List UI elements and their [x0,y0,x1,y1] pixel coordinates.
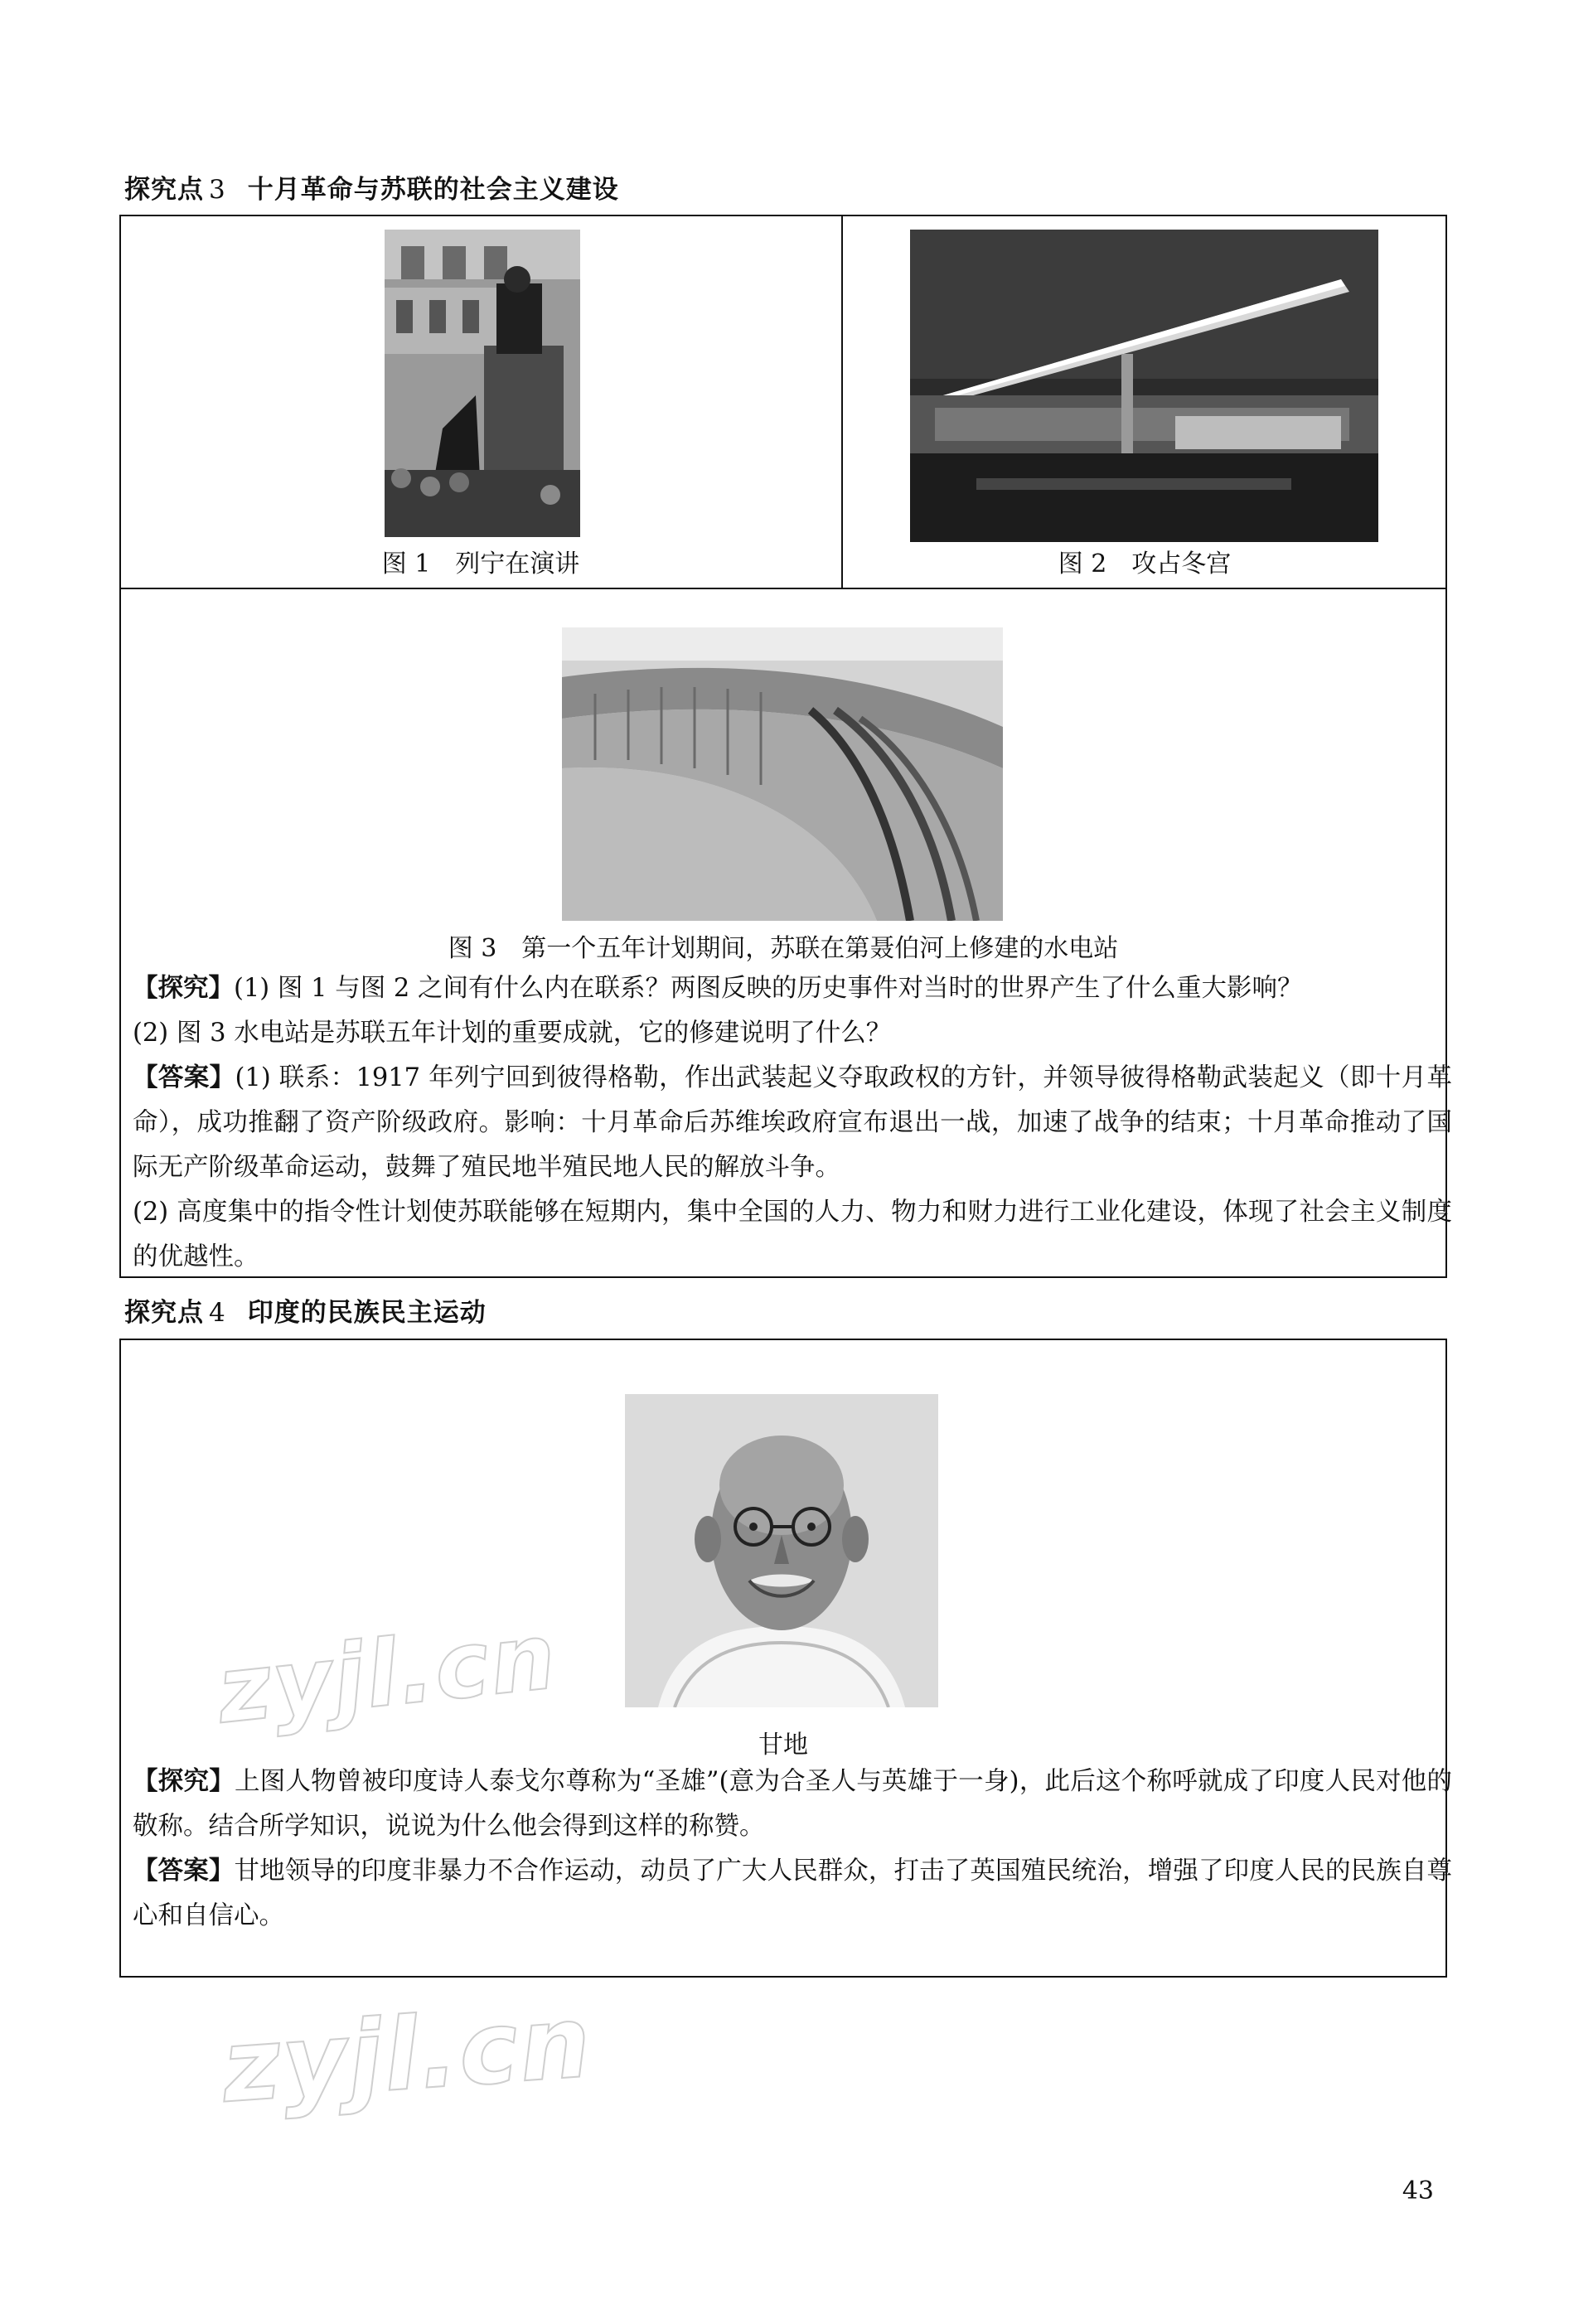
section-3-answer-1: 【答案】(1) 联系：1917 年列宁回到彼得格勒，作出武装起义夺取政权的方针，并领导彼得格勒武装起义（即十月革命），成功推翻了资产阶级政府。影响：十月革命后苏维埃政府宣布退出一战，加速了战争的结束；十月革命推动了国际无产阶级革命运动，鼓舞了殖民地半殖民地人民的解放斗争。 [133,1063,1452,1182]
section-4-label: 探究点 [124,1298,204,1328]
answer-tag: 【答案】 [133,1063,235,1092]
figure-row-divider [841,215,843,589]
figure-row-bottom-rule [119,588,1447,589]
dnieper-dam-photo [562,627,1003,921]
section-3-answer-2: (2) 高度集中的指令性计划使苏联能够在短期内，集中全国的人力、物力和财力进行工业化建设，体现了社会主义制度的优越性。 [133,1198,1452,1271]
section-4-title: 印度的民族民主运动 [247,1298,487,1328]
figure-1-caption: 图 1 列宁在演讲 [381,550,580,579]
gandhi-photo [625,1394,938,1707]
section-3-explore-q2: (2) 图 3 水电站是苏联五年计划的重要成就，它的修建说明了什么？ [133,1019,892,1048]
section-4-number: 4 [209,1298,226,1328]
explore-tag: 【探究】 [133,1767,235,1796]
section-3-heading [124,168,619,206]
watermark-1: zyjl.cn [212,1602,563,1745]
lenin-speech-photo [385,230,580,537]
answer-tag: 【答案】 [133,1857,235,1886]
section-4-heading [124,1291,487,1329]
section-3-number: 3 [209,175,226,205]
section-3-label: 探究点 [124,175,204,205]
section-3-title: 十月革命与苏联的社会主义建设 [247,175,619,205]
section-3-explore-q1: 【探究】(1) 图 1 与图 2 之间有什么内在联系？两图反映的历史事件对当时的世界产生了什么重大影响？ [133,974,1303,1003]
watermark-2: zyjl.cn [218,1984,596,2126]
page-number: 43 [1402,2176,1434,2205]
figure-3-caption: 图 3 第一个五年计划期间，苏联在第聂伯河上修建的水电站 [448,934,1119,963]
gandhi-caption: 甘地 [758,1731,808,1760]
explore-tag: 【探究】 [133,974,234,1003]
winter-palace-photo [910,230,1378,542]
section-4-answer: 【答案】甘地领导的印度非暴力不合作运动，动员了广大人民群众，打击了英国殖民统治，增强了印度人民的民族自尊心和自信心。 [133,1857,1453,1930]
section-4-explore: 【探究】上图人物曾被印度诗人泰戈尔尊称为“圣雄”(意为合圣人与英雄于一身)，此后这个称呼就成了印度人民对他的敬称。结合所学知识，说说为什么他会得到这样的称赞。 [133,1767,1453,1841]
figure-2-caption: 图 2 攻占冬宫 [1058,550,1232,579]
